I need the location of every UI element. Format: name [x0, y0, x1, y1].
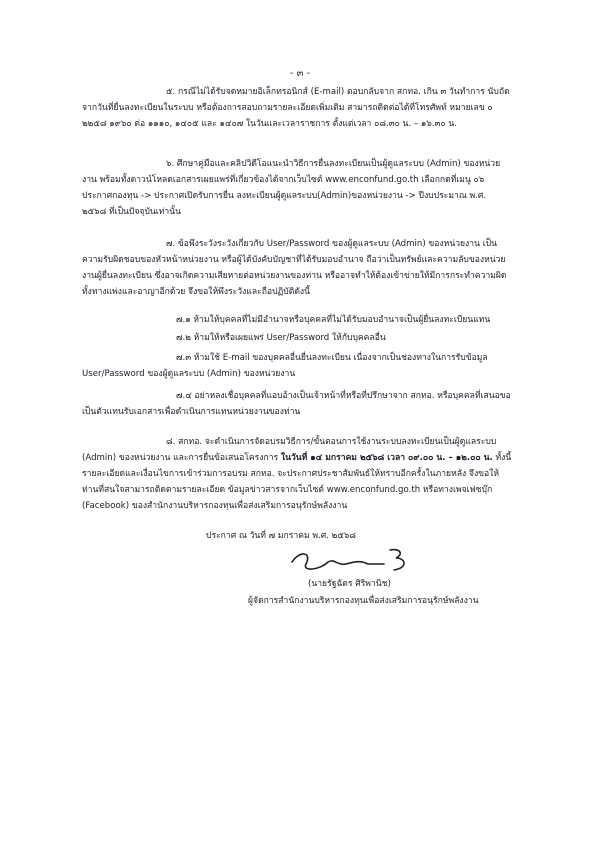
item-7-1: ๗.๑ ห้ามให้บุคคลที่ไม่มีอำนาจหรือบุคคลที่ไม่ได้รับมอบอำนาจเป็นผู้ยื่นลงทะเบียนแทน	[176, 315, 491, 325]
handwritten-signature	[286, 540, 426, 580]
signer-position: ผู้จัดการสำนักงานบริหารกองทุนเพื่อส่งเสริมการอนุรักษ์พลังงาน	[248, 596, 479, 606]
item-7-caution: ๗. ข้อพึงระวังระวังเกี่ยวกับ User/Password ของผู้ดูแลระบบ (Admin) ของหน่วยงาน เป็นความรับผิดชอบของหัวหน้าหน่วยงาน หรือผู้ได้บังคับบัญชาที่ได้รับมอบอำนาจ ถือว่าเป็นทรัพย์และความลับของหน่วยงานผู้ยื่นลงทะเบียน ซึ่งอาจเกิดความเสียหายต่อหน่วยงานของท่าน หรืออาจทำให้ต้องเข้าข่ายให้มีการกระทำความผิดทั้งทางแพ่งและอาญาอีกด้วย จึงขอให้พึงระวังและถือปฏิบัติดังนี้	[82, 239, 507, 297]
item-5-contact: ๕. กรณีไม่ได้รับจดหมายอิเล็กทรอนิกส์ (E-mail) ตอบกลับจาก สกทอ. เกิน ๓ วันทำการ นับถัดจากวันที่ยื่นลงทะเบียนในระบบ หรือต้องการสอบถามรายละเอียดเพิ่มเติม สามารถติดต่อได้ที่โทรศัพท์ หมายเลข ๐ ๒๒๕๘ ๑๙๖๐ ต่อ ๑๑๑๐, ๑๔๐๕ และ ๑๔๐๗ ในวันและเวลาราชการ ตั้งแต่เวลา ๐๘.๓๐ น. – ๑๖.๓๐ น.	[82, 87, 510, 129]
item-7-3: ๗.๓ ห้ามใช้ E-mail ของบุคคลอื่นยื่นลงทะเบียน เนื่องจากเป็นช่องทางในการรับข้อมูล User/Password ของผู้ดูแลระบบ (Admin) ของหน่วยงาน	[82, 353, 488, 379]
announcement-date: ประกาศ ณ วันที่ ๗ มกราคม พ.ศ. ๒๕๖๘	[206, 531, 356, 541]
item-8-text-a: ๘. สกทอ. จะดำเนินการจัดอบรมวิธีการ/ขั้นตอนการใช้งานระบบลงทะเบียนเป็นผู้ดูแลระบบ (Admin) ของหน่วยงาน และการยื่นข้อเสนอโครงการ	[82, 437, 497, 463]
item-7-2: ๗.๒ ห้ามให้หรือเผยแพร่ User/Password ให้กับบุคคลอื่น	[176, 333, 386, 343]
item-8-date-time: ในวันที่ ๑๔ มกราคม ๒๕๖๘ เวลา ๐๙.๐๐ น. – ๑๒.๐๐ น.	[280, 453, 493, 463]
item-7-4: ๗.๔ อย่าหลงเชื่อบุคคลที่แอบอ้างเป็นเจ้าหน้าที่หรือที่ปรึกษาจาก สกทอ. หรือบุคคลที่เสนอขอเป็นตัวแทนรับเอกสารเพื่อดำเนินการแทนหน่วยงานของท่าน	[82, 391, 511, 417]
page-number: - ๓ -	[289, 68, 311, 79]
item-6-manual: ๖. ศึกษาคู่มือและคลิปวิดีโอแนะนำวิธีการยื่นลงทะเบียนเป็นผู้ดูแลระบบ (Admin) ของหน่วยงาน พร้อมทั้งดาวน์โหลดเอกสารเผยแพร่ที่เกี่ยวข้องได้จากเว็บไซต์ www.enconfund.go.th เลือกกดที่เมนู ๐๖ ประกาศกองทุน -> ประกาศเปิดรับการยื่น ลงทะเบียนผู้ดูแลระบบ(Admin)ของหน่วยงาน -> ปีงบประมาณ พ.ศ. ๒๕๖๘ ที่เป็นปัจจุบันเท่านั้น	[82, 159, 501, 217]
item-8-text-b: ทั้งนี้รายละเอียดและเงื่อนไขการเข้าร่วมการอบรม สกทอ. จะประกาศประชาสัมพันธ์ให้ทราบอีกครั้งในภายหลัง จึงขอให้ท่านที่สนใจสามารถติดตามรายละเอียด ข้อมูลข่าวสารจากเว็บไซต์ www.enconfund.go.th หรือทางเพจเฟซบุ๊ก (Facebook) ของสำนักงานบริหารกองทุนเพื่อส่งเสริมการอนุรักษ์พลังงาน	[82, 453, 512, 511]
item-8-training	[82, 434, 512, 514]
signer-name: (นายรัฐฉัตร ศิริพานิช)	[308, 579, 391, 589]
